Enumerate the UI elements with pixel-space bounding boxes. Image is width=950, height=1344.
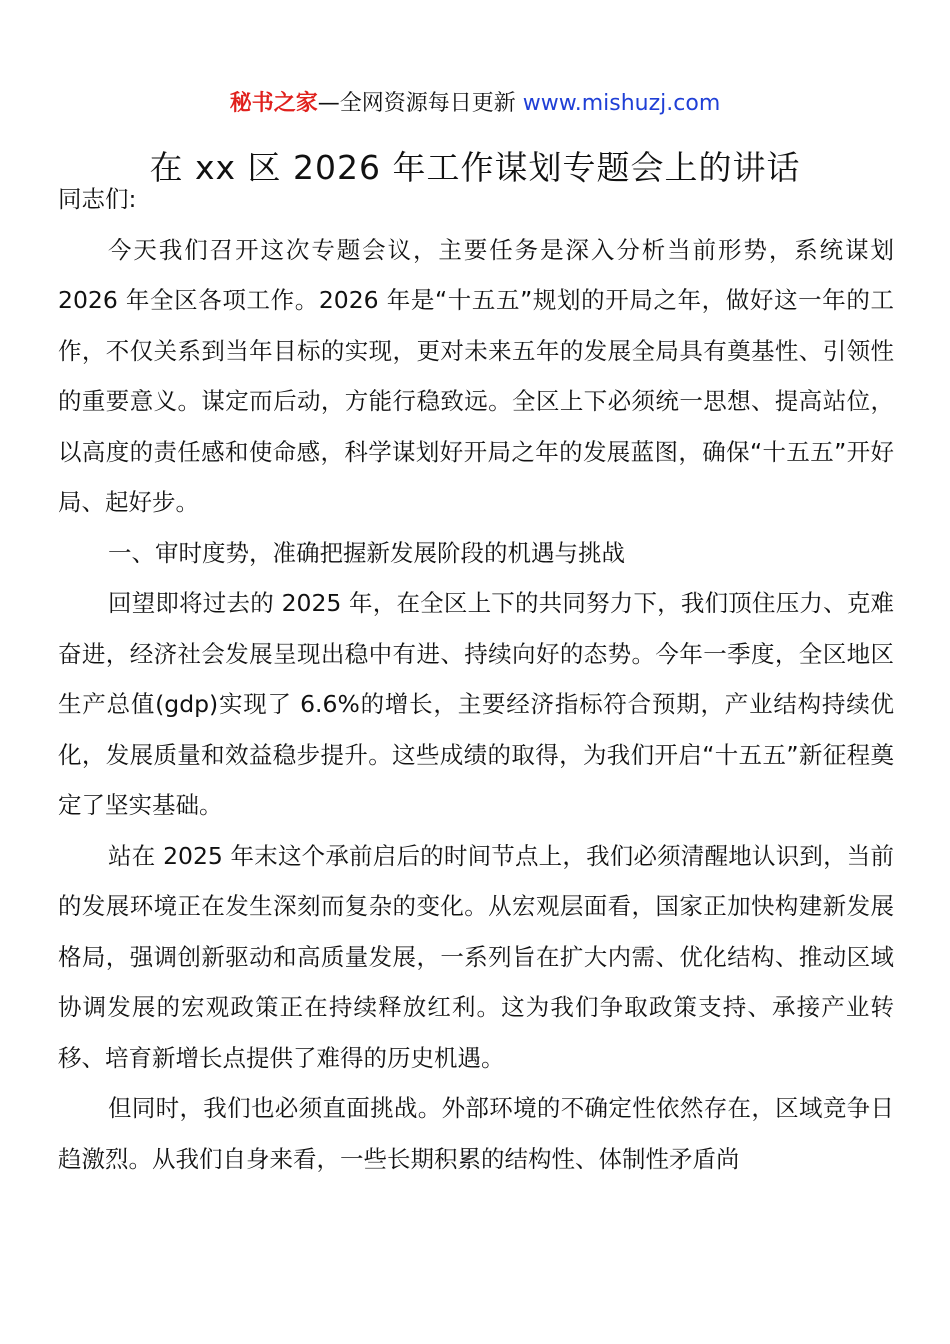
paragraph: 但同时，我们也必须直面挑战。外部环境的不确定性依然存在，区域竞争日趋激烈。从我们自身来看，一些长期积累的结构性、体制性矛盾尚 bbox=[58, 1094, 894, 1173]
paragraph: 今天我们召开这次专题会议，主要任务是深入分析当前形势，系统谋划 2026 年全区各项工作。2026 年是“十五五”规划的开局之年，做好这一年的工作，不仅关系到当年目标的实现，更对未来五年的发展全局具有奠基性、引领性的重要意义。谋定而后动，方能行稳致远。全区上下必须统一思想、提高站位，以高度的责任感和使命感，科学谋划好开局之年的发展蓝图，确保“十五五”开好局、起好步。 bbox=[58, 235, 894, 516]
header-tagline: —全网资源每日更新 bbox=[317, 91, 516, 116]
site-url-link[interactable]: www.mishuzj.com bbox=[522, 91, 721, 116]
brand-name: 秘书之家 bbox=[229, 91, 318, 116]
section-heading: 一、审时度势，准确把握新发展阶段的机遇与挑战 bbox=[108, 538, 625, 567]
salutation: 同志们: bbox=[58, 185, 137, 213]
paragraph: 回望即将过去的 2025 年，在全区上下的共同努力下，我们顶住压力、克难奋进，经济社会发展呈现出稳中有进、持续向好的态势。今年一季度，全区地区生产总值(gdp)实现了 6.6%的增长，主要经济指标符合预期，产业结构持续优化，发展质量和效益稳步提升。这些成绩的取得，为我们开启“十五五”新征程奠定了坚实基础。 bbox=[58, 589, 894, 819]
document-title: 在 xx 区 2026 年工作谋划专题会上的讲话 bbox=[149, 148, 801, 187]
paragraph: 站在 2025 年末这个承前启后的时间节点上，我们必须清醒地认识到，当前的发展环境正在发生深刻而复杂的变化。从宏观层面看，国家正加快构建新发展格局，强调创新驱动和高质量发展，一系列旨在扩大内需、优化结构、推动区域协调发展的宏观政策正在持续释放红利。这为我们争取政策支持、承接产业转移、培育新增长点提供了难得的历史机遇。 bbox=[58, 841, 894, 1072]
site-header bbox=[0, 88, 950, 120]
document-body bbox=[58, 174, 894, 1184]
